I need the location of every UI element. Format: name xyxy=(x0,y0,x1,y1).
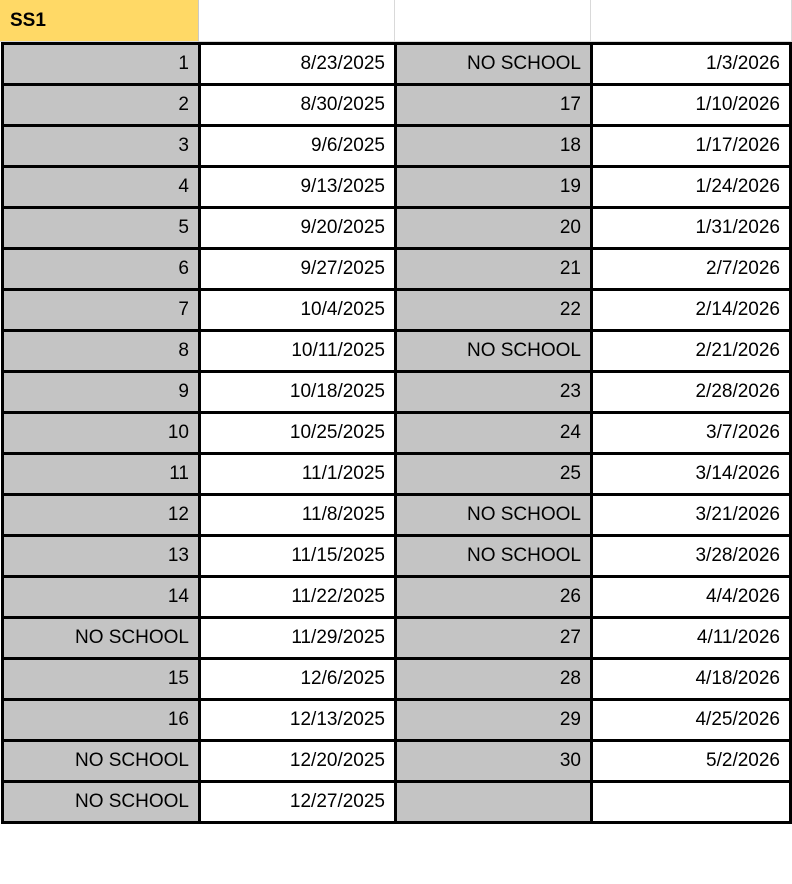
session-number-cell[interactable]: 9 xyxy=(3,372,200,413)
date-cell[interactable]: 12/27/2025 xyxy=(200,782,396,823)
date-cell[interactable]: 5/2/2026 xyxy=(592,741,791,782)
table-row xyxy=(3,577,791,618)
date-cell[interactable]: 8/23/2025 xyxy=(200,44,396,85)
date-cell[interactable]: 10/11/2025 xyxy=(200,331,396,372)
session-number-cell[interactable]: 15 xyxy=(3,659,200,700)
date-cell[interactable]: 9/20/2025 xyxy=(200,208,396,249)
date-cell[interactable]: 12/13/2025 xyxy=(200,700,396,741)
table-row xyxy=(3,208,791,249)
session-number-cell[interactable]: NO SCHOOL xyxy=(396,44,592,85)
date-cell[interactable]: 11/22/2025 xyxy=(200,577,396,618)
date-cell[interactable]: 1/24/2026 xyxy=(592,167,791,208)
table-row xyxy=(3,454,791,495)
date-cell[interactable]: 11/1/2025 xyxy=(200,454,396,495)
table-row xyxy=(3,413,791,454)
session-number-cell[interactable]: 4 xyxy=(3,167,200,208)
session-number-cell[interactable]: 29 xyxy=(396,700,592,741)
table-row xyxy=(3,536,791,577)
session-number-cell[interactable]: 25 xyxy=(396,454,592,495)
date-cell[interactable]: 2/7/2026 xyxy=(592,249,791,290)
date-cell[interactable]: 4/25/2026 xyxy=(592,700,791,741)
schedule-table xyxy=(1,42,792,824)
session-number-cell[interactable]: 13 xyxy=(3,536,200,577)
session-number-cell[interactable]: 17 xyxy=(396,85,592,126)
session-number-cell[interactable]: 21 xyxy=(396,249,592,290)
session-number-cell[interactable]: 7 xyxy=(3,290,200,331)
session-number-cell[interactable]: NO SCHOOL xyxy=(3,618,200,659)
session-number-cell[interactable] xyxy=(396,782,592,823)
session-number-cell[interactable]: NO SCHOOL xyxy=(396,331,592,372)
session-number-cell[interactable]: 12 xyxy=(3,495,200,536)
session-number-cell[interactable]: NO SCHOOL xyxy=(396,536,592,577)
table-row xyxy=(3,249,791,290)
table-row xyxy=(3,372,791,413)
date-cell[interactable]: 2/21/2026 xyxy=(592,331,791,372)
session-number-cell[interactable]: 8 xyxy=(3,331,200,372)
date-cell[interactable]: 1/17/2026 xyxy=(592,126,791,167)
session-number-cell[interactable]: 19 xyxy=(396,167,592,208)
date-cell[interactable]: 10/4/2025 xyxy=(200,290,396,331)
session-number-cell[interactable]: 27 xyxy=(396,618,592,659)
date-cell[interactable]: 11/15/2025 xyxy=(200,536,396,577)
session-number-cell[interactable]: 26 xyxy=(396,577,592,618)
date-cell[interactable]: 3/14/2026 xyxy=(592,454,791,495)
session-number-cell[interactable]: 20 xyxy=(396,208,592,249)
session-number-cell[interactable]: 11 xyxy=(3,454,200,495)
session-number-cell[interactable]: 5 xyxy=(3,208,200,249)
table-row xyxy=(3,167,791,208)
session-number-cell[interactable]: 18 xyxy=(396,126,592,167)
date-cell[interactable]: 9/27/2025 xyxy=(200,249,396,290)
date-cell[interactable]: 10/18/2025 xyxy=(200,372,396,413)
table-row xyxy=(3,618,791,659)
table-row xyxy=(3,290,791,331)
table-row xyxy=(3,85,791,126)
table-row xyxy=(3,782,791,823)
date-cell[interactable]: 11/29/2025 xyxy=(200,618,396,659)
session-number-cell[interactable]: 2 xyxy=(3,85,200,126)
table-row xyxy=(3,741,791,782)
date-cell[interactable]: 1/3/2026 xyxy=(592,44,791,85)
session-number-cell[interactable]: 30 xyxy=(396,741,592,782)
session-number-cell[interactable]: 24 xyxy=(396,413,592,454)
date-cell[interactable]: 2/14/2026 xyxy=(592,290,791,331)
date-cell[interactable]: 3/7/2026 xyxy=(592,413,791,454)
date-cell[interactable]: 3/21/2026 xyxy=(592,495,791,536)
table-row xyxy=(3,331,791,372)
table-row xyxy=(3,44,791,85)
date-cell[interactable]: 12/6/2025 xyxy=(200,659,396,700)
empty-header-cell[interactable] xyxy=(591,0,792,42)
table-row xyxy=(3,126,791,167)
header-row xyxy=(0,0,792,42)
session-number-cell[interactable]: 14 xyxy=(3,577,200,618)
date-cell[interactable]: 1/31/2026 xyxy=(592,208,791,249)
date-cell[interactable]: 4/4/2026 xyxy=(592,577,791,618)
table-row xyxy=(3,659,791,700)
date-cell[interactable]: 4/18/2026 xyxy=(592,659,791,700)
schedule-grid xyxy=(1,42,789,824)
session-number-cell[interactable]: 6 xyxy=(3,249,200,290)
session-number-cell[interactable]: 22 xyxy=(396,290,592,331)
session-number-cell[interactable]: 28 xyxy=(396,659,592,700)
date-cell[interactable]: 8/30/2025 xyxy=(200,85,396,126)
session-number-cell[interactable]: 10 xyxy=(3,413,200,454)
date-cell[interactable]: 2/28/2026 xyxy=(592,372,791,413)
session-number-cell[interactable]: NO SCHOOL xyxy=(3,782,200,823)
session-number-cell[interactable]: 16 xyxy=(3,700,200,741)
table-row xyxy=(3,700,791,741)
date-cell[interactable]: 4/11/2026 xyxy=(592,618,791,659)
session-number-cell[interactable]: 3 xyxy=(3,126,200,167)
table-row xyxy=(3,495,791,536)
session-number-cell[interactable]: NO SCHOOL xyxy=(3,741,200,782)
empty-header-cell[interactable] xyxy=(395,0,591,42)
empty-header-cell[interactable] xyxy=(199,0,395,42)
session-number-cell[interactable]: 23 xyxy=(396,372,592,413)
date-cell[interactable] xyxy=(592,782,791,823)
date-cell[interactable]: 10/25/2025 xyxy=(200,413,396,454)
session-number-cell[interactable]: 1 xyxy=(3,44,200,85)
date-cell[interactable]: 3/28/2026 xyxy=(592,536,791,577)
date-cell[interactable]: 11/8/2025 xyxy=(200,495,396,536)
date-cell[interactable]: 9/13/2025 xyxy=(200,167,396,208)
date-cell[interactable]: 1/10/2026 xyxy=(592,85,791,126)
date-cell[interactable]: 12/20/2025 xyxy=(200,741,396,782)
session-number-cell[interactable]: NO SCHOOL xyxy=(396,495,592,536)
date-cell[interactable]: 9/6/2025 xyxy=(200,126,396,167)
sheet-label-cell[interactable]: SS1 xyxy=(0,0,199,42)
